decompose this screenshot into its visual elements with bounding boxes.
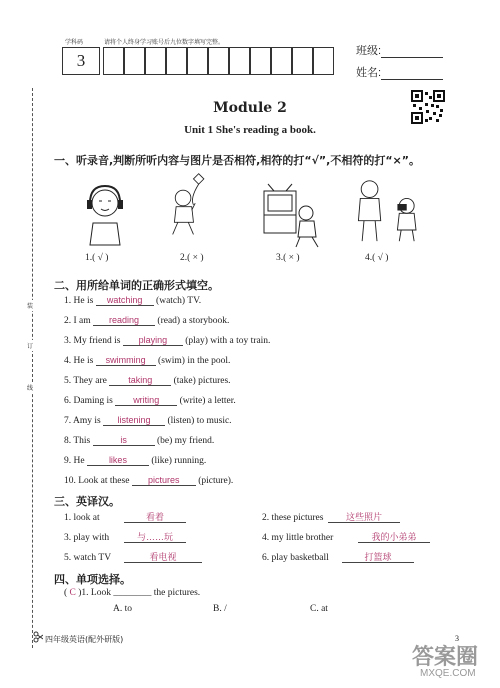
subject-code-label: 学科码 [65, 39, 84, 46]
watermark-url: MXQE.COM [420, 668, 476, 679]
fill-answer-8[interactable]: is [93, 435, 155, 446]
account-digit-2[interactable] [124, 47, 145, 75]
fill-answer-5[interactable]: taking [109, 375, 171, 386]
scissors-icon [33, 631, 43, 643]
fill-item-5: 5. They are taking (take) pictures. [64, 375, 231, 386]
name-input[interactable] [381, 67, 443, 80]
section2-heading: 二、用所给单词的正确形式填空。 [54, 279, 219, 292]
name-field [356, 64, 443, 80]
translate-item-3: 3. play with 与……玩 [64, 532, 186, 543]
account-digit-5[interactable] [187, 47, 208, 75]
translate-answer-1[interactable]: 看着 [124, 512, 186, 523]
fill-answer-2[interactable]: reading [93, 315, 155, 326]
picture-man-and-child-camera [350, 178, 430, 243]
translate-item-5: 5. watch TV 看电视 [64, 552, 202, 563]
subject-code-box: 3 [62, 47, 100, 75]
section4-heading: 四、单项选择。 [54, 573, 131, 586]
name-label: 姓名: [356, 67, 382, 79]
section3-heading: 三、英译汉。 [54, 495, 120, 508]
choice-question-1: ( C )1. Look ________ the pictures. [64, 588, 201, 598]
fill-answer-1[interactable]: watching [96, 295, 154, 306]
listening-item-2: 2.( × ) [180, 253, 204, 263]
account-digit-11[interactable] [313, 47, 334, 75]
translate-item-4: 4. my little brother 我的小弟弟 [262, 532, 430, 543]
listening-item-4: 4.( √ ) [365, 253, 389, 263]
fill-item-8: 8. This is (be) my friend. [64, 435, 215, 446]
translate-item-2: 2. these pictures 这些照片 [262, 512, 400, 523]
account-digit-6[interactable] [208, 47, 229, 75]
picture-boy-kite [160, 172, 220, 237]
account-digit-1[interactable] [103, 47, 124, 75]
fill-item-4: 4. He is swimming (swim) in the pool. [64, 355, 231, 366]
account-digit-10[interactable] [292, 47, 313, 75]
listening-item-1: 1.( √ ) [85, 253, 109, 263]
fill-item-6: 6. Daming is writing (write) a letter. [64, 395, 236, 406]
translate-item-1: 1. look at 看着 [64, 512, 186, 523]
account-instruction: 请将个人终身学习账号后九位数字填写完整。 [104, 39, 225, 46]
choice-option-c[interactable]: C. at [310, 604, 328, 614]
fill-item-7: 7. Amy is listening (listen) to music. [64, 415, 232, 426]
translate-answer-3[interactable]: 与……玩 [124, 532, 186, 543]
class-field [356, 42, 443, 58]
picture-girl-headphones [75, 183, 135, 248]
choice-option-b[interactable]: B. / [213, 604, 227, 614]
picture-boy-tv [262, 183, 322, 248]
side-char-1: 装 [27, 300, 33, 311]
translate-answer-6[interactable]: 打篮球 [342, 552, 414, 563]
listening-item-3: 3.( × ) [276, 253, 300, 263]
module-title: Module 2 [213, 100, 287, 116]
side-char-3: 线 [27, 382, 33, 393]
translate-answer-2[interactable]: 这些照片 [328, 512, 400, 523]
account-digit-7[interactable] [229, 47, 250, 75]
translate-answer-4[interactable]: 我的小弟弟 [358, 532, 430, 543]
fill-answer-10[interactable]: pictures [132, 475, 196, 486]
translate-item-6: 6. play basketball 打篮球 [262, 552, 414, 563]
unit-title: Unit 1 She's reading a book. [184, 124, 316, 136]
binding-line [32, 88, 33, 648]
fill-answer-9[interactable]: likes [87, 455, 149, 466]
fill-item-10: 10. Look at these pictures (picture). [64, 475, 234, 486]
account-digit-4[interactable] [166, 47, 187, 75]
fill-answer-6[interactable]: writing [115, 395, 177, 406]
account-digit-9[interactable] [271, 47, 292, 75]
choice-option-a[interactable]: A. to [113, 604, 132, 614]
side-char-2: 订 [27, 340, 33, 351]
class-input[interactable] [381, 45, 443, 58]
fill-answer-4[interactable]: swimming [96, 355, 156, 366]
fill-item-2: 2. I am reading (read) a storybook. [64, 315, 230, 326]
account-digit-8[interactable] [250, 47, 271, 75]
translate-answer-5[interactable]: 看电视 [124, 552, 202, 563]
choice-answer-1[interactable]: C [69, 588, 76, 598]
class-label: 班级: [356, 45, 382, 57]
fill-answer-3[interactable]: playing [123, 335, 183, 346]
footer-book-title: 四年级英语(配外研版) [45, 635, 124, 644]
watermark-logo: 答案圈 [412, 644, 479, 670]
fill-item-3: 3. My friend is playing (play) with a toy train. [64, 335, 271, 346]
section1-heading: 一、听录音,判断所听内容与图片是否相符,相符的打“√”,不相符的打“×”。 [54, 154, 421, 167]
fill-item-9: 9. He likes (like) running. [64, 455, 207, 466]
page-number: 3 [455, 634, 459, 643]
fill-item-1: 1. He is watching (watch) TV. [64, 295, 202, 306]
fill-answer-7[interactable]: listening [103, 415, 165, 426]
account-digit-3[interactable] [145, 47, 166, 75]
